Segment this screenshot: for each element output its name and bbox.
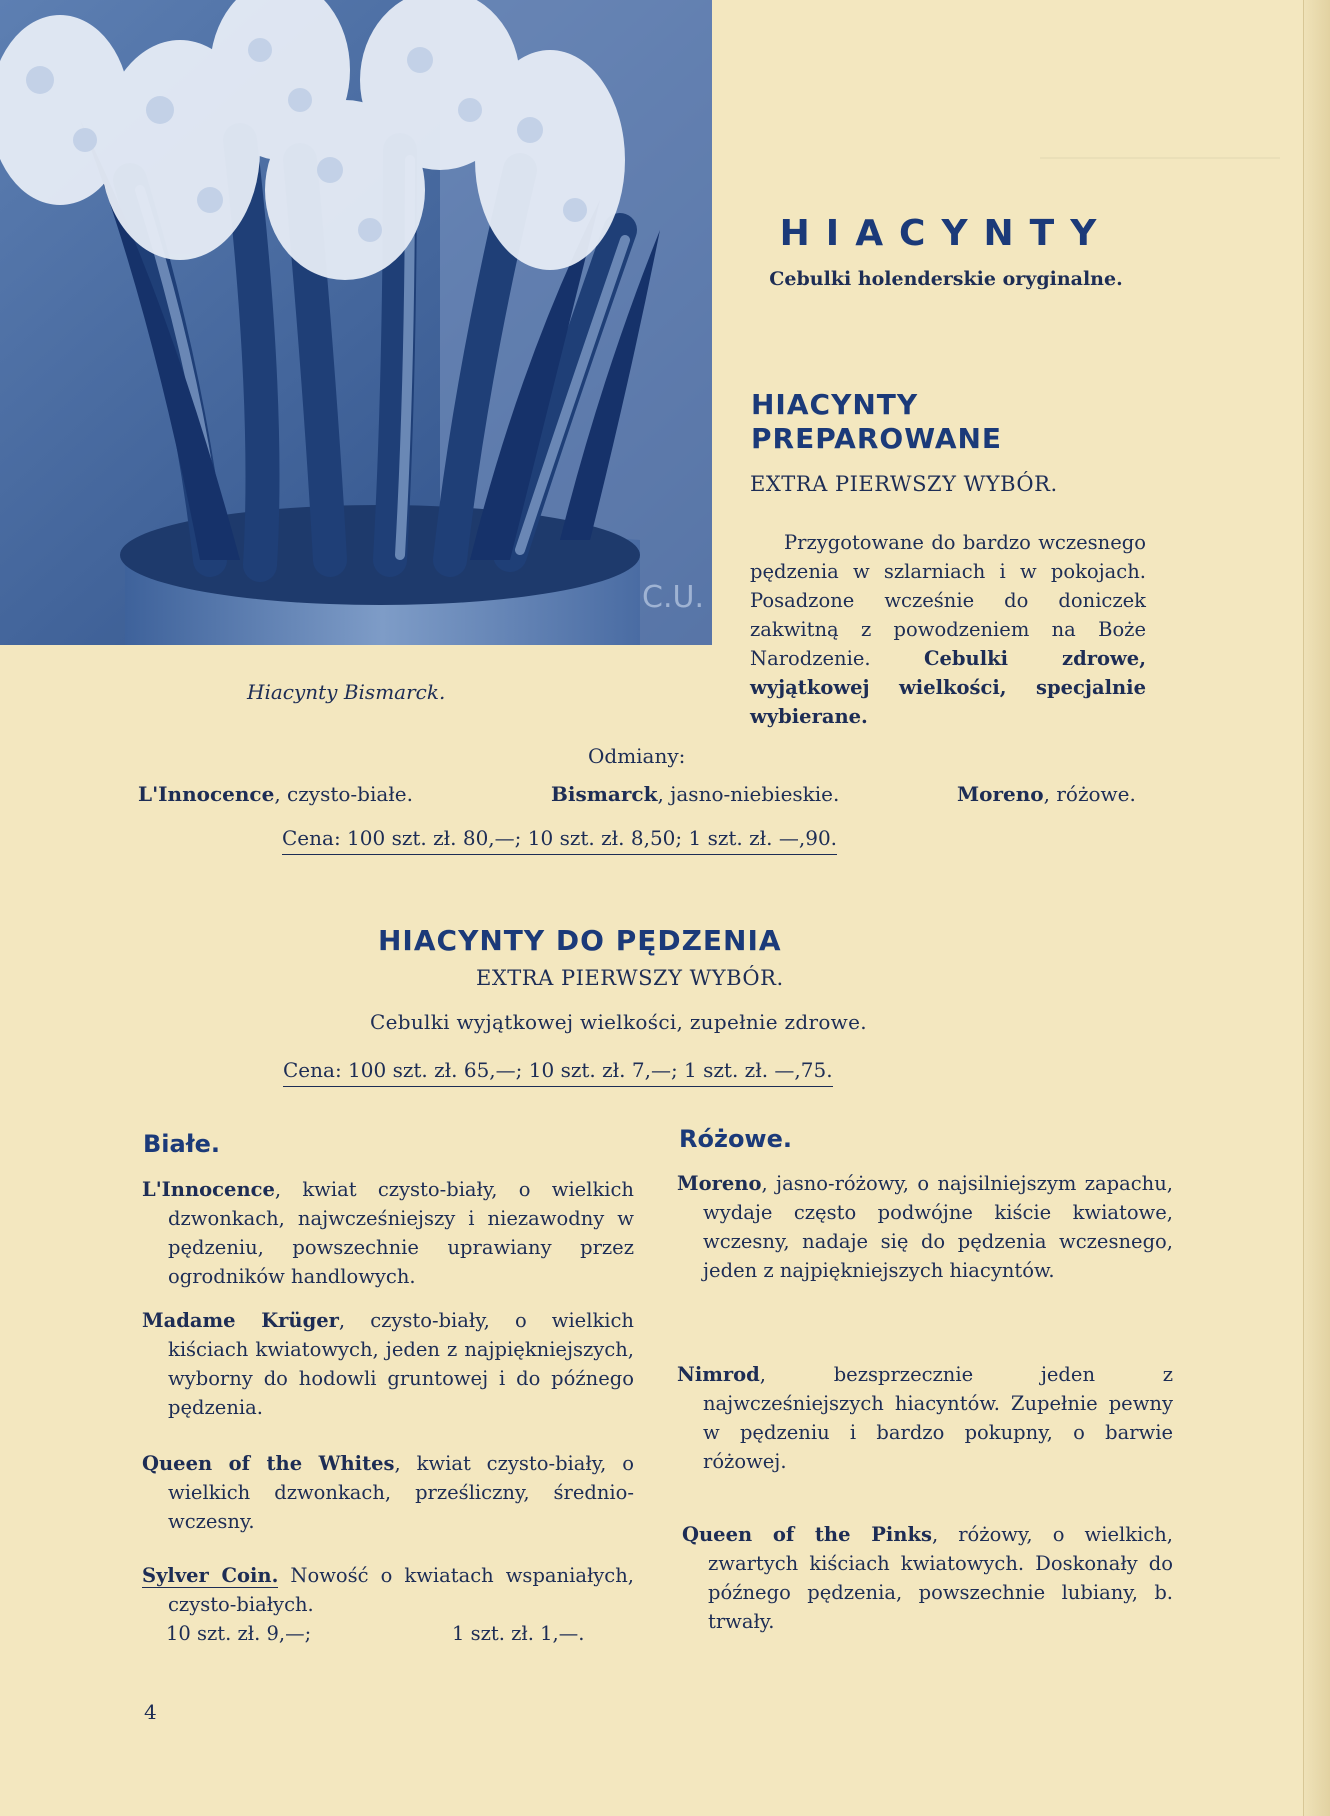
entry-name: Queen of the Pinks bbox=[682, 1523, 932, 1546]
list-item bbox=[682, 1520, 1173, 1636]
entry-name: Moreno bbox=[677, 1172, 762, 1195]
variety-item bbox=[551, 782, 839, 806]
variety-desc: , czysto-białe. bbox=[274, 782, 413, 806]
list-item bbox=[677, 1169, 1173, 1285]
section-heading-preparowane bbox=[751, 388, 1002, 456]
entry-desc: , czysto-biały, o wielkich kiściach kwiatowych, jeden z najpiękniejszych, wyborny do hodowli gruntowej i do późnego pędzenia. bbox=[168, 1309, 634, 1419]
entry-desc: , kwiat czysto-biały, o wielkich dzwonkach, prześliczny, średnio-wczesny. bbox=[168, 1452, 634, 1533]
entry-desc: , bezsprzecznie jeden z najwcześniejszych hiacyntów. Zupełnie pewny w pędzeniu i bardzo pokupny, o barwie różowej. bbox=[703, 1363, 1173, 1473]
variety-name: Bismarck bbox=[551, 782, 658, 806]
entry-desc: , jasno-różowy, o najsilniejszym zapachu, wydaje często podwójne kiście kwiatowe, wczesny, nadaje się do pędzenia wczesnego, jeden z najpiękniejszych hiacyntów. bbox=[703, 1172, 1173, 1282]
variety-name: Moreno bbox=[957, 782, 1044, 806]
list-item bbox=[142, 1561, 634, 1619]
show-through-text bbox=[1040, 112, 1280, 159]
column-heading-biale: Białe. bbox=[143, 1130, 221, 1158]
hyacinth-photo bbox=[0, 0, 712, 645]
variety-item bbox=[957, 782, 1136, 806]
section-subheading-preparowane: EXTRA PIERWSZY WYBÓR. bbox=[750, 472, 1058, 496]
list-item bbox=[142, 1449, 634, 1536]
entry-desc: Nowość o kwiatach wspaniałych, czysto-białych. bbox=[168, 1564, 634, 1616]
page-subtitle: Cebulki holenderskie oryginalne. bbox=[769, 268, 1123, 290]
heading-line-1: HIACYNTY bbox=[751, 388, 919, 421]
entry-desc: , kwiat czysto-biały, o wielkich dzwonkach, najwcześniejszy i niezawodny w pędzeniu, powszechnie uprawiany przez ogrodników handlowych. bbox=[168, 1178, 634, 1288]
entry-name: Sylver Coin. bbox=[142, 1564, 279, 1587]
price-line-preparowane: Cena: 100 szt. zł. 80,—; 10 szt. zł. 8,50; 1 szt. zł. —,90. bbox=[282, 826, 837, 855]
entry-name: Queen of the Whites bbox=[142, 1452, 395, 1475]
varieties-label: Odmiany: bbox=[588, 744, 686, 768]
variety-desc: , różowe. bbox=[1043, 782, 1136, 806]
list-item bbox=[142, 1306, 634, 1422]
desc-plain: Przygotowane do bardzo wczesnego pędzenia w szlarniach i w pokojach. Posadzone wcześnie do doniczek zakwitną z powodzeniem na Boże Narodzenie. bbox=[750, 531, 1146, 670]
price-line-pedzenia: Cena: 100 szt. zł. 65,—; 10 szt. zł. 7,—; 1 szt. zł. —,75. bbox=[283, 1058, 833, 1087]
page-title: HIACYNTY bbox=[779, 213, 1113, 254]
list-item bbox=[142, 1175, 634, 1291]
variety-item bbox=[138, 782, 413, 806]
section-description-pedzenia: Cebulki wyjątkowej wielkości, zupełnie zdrowe. bbox=[370, 1010, 867, 1034]
desc-bold: Cebulki zdrowe, wyjątkowej wielkości, specjalnie wybierane. bbox=[750, 647, 1147, 728]
list-item bbox=[677, 1360, 1173, 1476]
section-description-preparowane bbox=[750, 528, 1146, 731]
entry-price-left: 10 szt. zł. 9,—; bbox=[166, 1622, 312, 1645]
page-edge bbox=[1303, 0, 1330, 1816]
section-subheading-pedzenia: EXTRA PIERWSZY WYBÓR. bbox=[476, 966, 784, 990]
entry-name: L'Innocence bbox=[142, 1178, 275, 1201]
photo-caption: Hiacynty Bismarck. bbox=[247, 680, 446, 704]
entry-price-right: 1 szt. zł. 1,—. bbox=[452, 1622, 585, 1645]
entry-name: Madame Krüger bbox=[142, 1309, 339, 1332]
entry-desc: , różowy, o wielkich, zwartych kiściach kwiatowych. Doskonały do późnego pędzenia, powszechnie lubiany, b. trwały. bbox=[708, 1523, 1173, 1633]
section-heading-pedzenia: HIACYNTY DO PĘDZENIA bbox=[378, 924, 782, 957]
variety-name: L'Innocence bbox=[138, 782, 275, 806]
variety-desc: , jasno-niebieskie. bbox=[657, 782, 840, 806]
column-heading-rozowe: Różowe. bbox=[679, 1125, 792, 1153]
heading-line-2: PREPAROWANE bbox=[751, 422, 1003, 455]
hyacinth-illustration bbox=[0, 0, 712, 645]
entry-name: Nimrod bbox=[677, 1363, 760, 1386]
photo-credit: C.U. bbox=[642, 580, 704, 615]
page-number: 4 bbox=[144, 1700, 157, 1724]
